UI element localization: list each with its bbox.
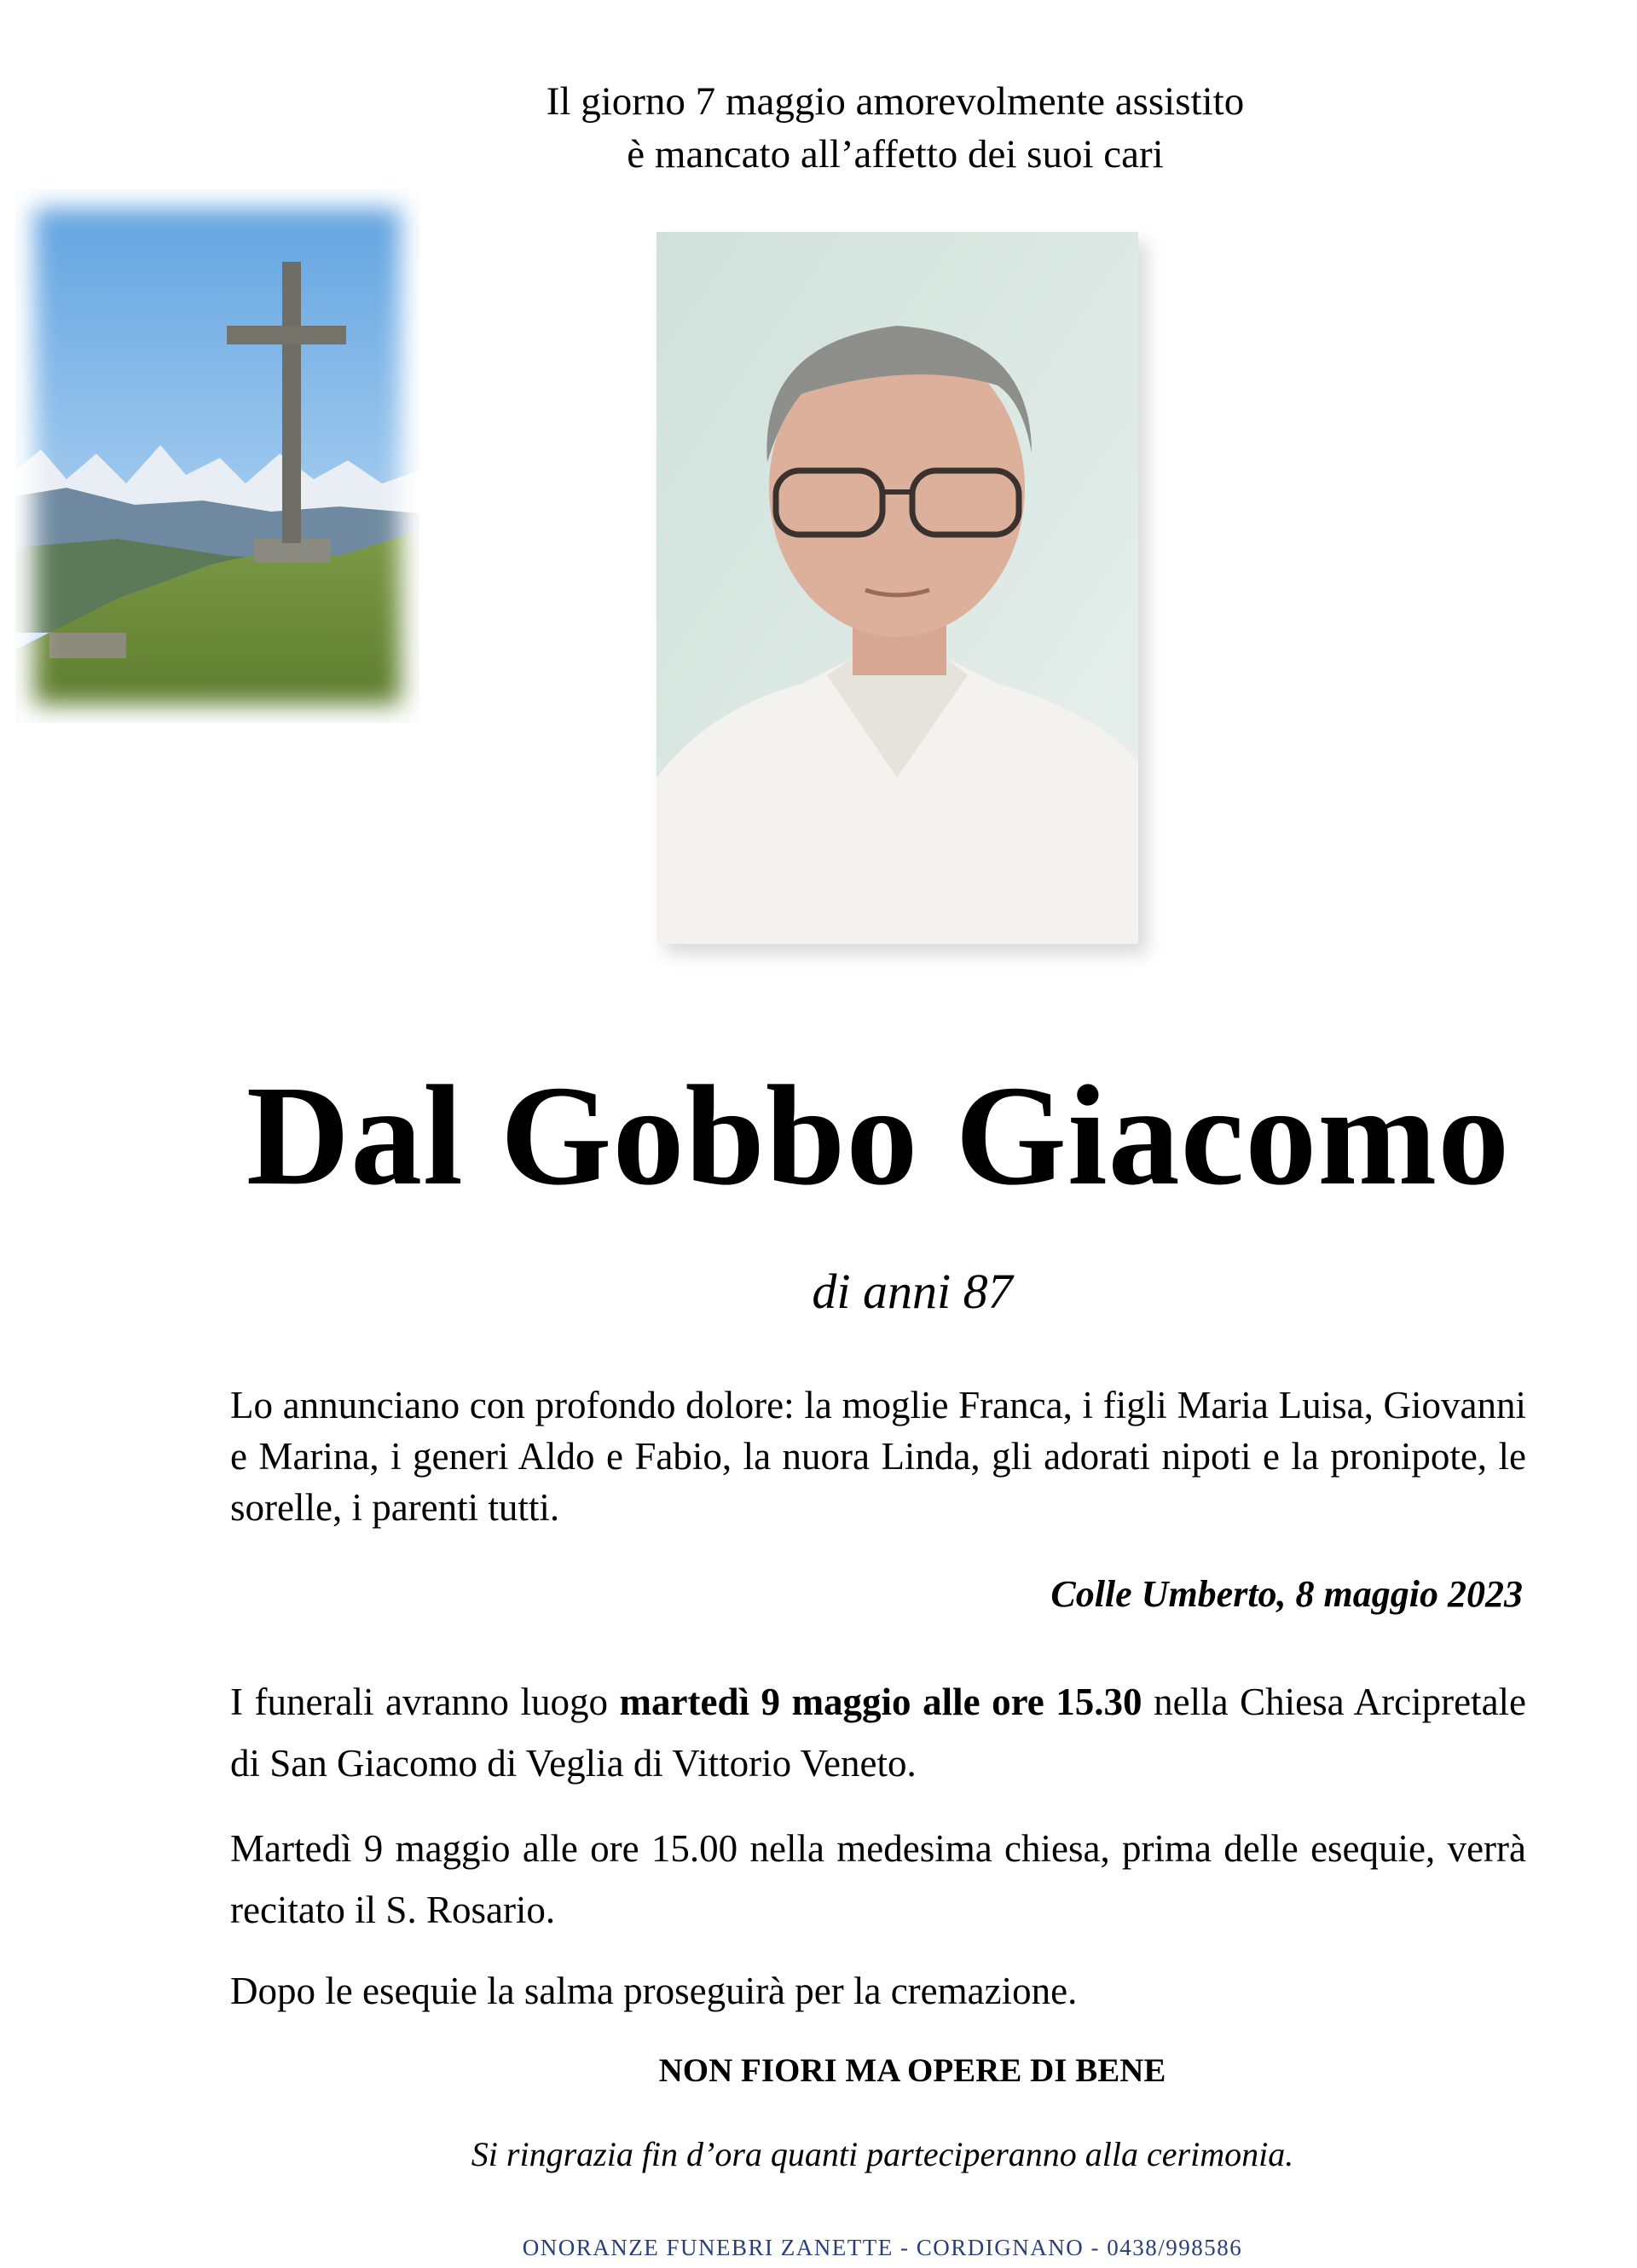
rosary-paragraph: Martedì 9 maggio alle ore 15.00 nella medesima chiesa, prima delle esequie, verrà recitato il S. Rosario. — [230, 1827, 1526, 1931]
place-date: Colle Umberto, 8 maggio 2023 — [1050, 1573, 1523, 1615]
no-flowers-note: NON FIORI MA OPERE DI BENE — [658, 2052, 1166, 2089]
deceased-portrait-photo — [657, 232, 1138, 944]
cremation-paragraph: Dopo le esequie la salma proseguirà per la cremazione. — [230, 1970, 1078, 2012]
age-line: di anni 87 — [812, 1264, 1013, 1319]
announcement-paragraph: Lo annunciano con profondo dolore: la moglie Franca, i figli Maria Luisa, Giovanni e Marina, i generi Aldo e Fabio, la nuora Linda, gli adorati nipoti e la pronipote, le sorelle, i parenti tutti. — [230, 1384, 1526, 1529]
funeral-date-time: martedì 9 maggio alle ore 15.30 — [619, 1681, 1142, 1723]
intro-line-2: è mancato all’affetto dei suoi cari — [627, 132, 1164, 176]
thanks-note: Si ringrazia fin d’ora quanti parteciperanno alla cerimonia. — [471, 2135, 1294, 2173]
funeral-paragraph — [230, 1671, 1526, 1794]
funeral-home-footer: ONORANZE FUNEBRI ZANETTE - CORDIGNANO - 0438/998586 — [522, 2235, 1243, 2260]
deceased-name: Dal Gobbo Giacomo — [246, 1056, 1511, 1215]
intro-text — [77, 75, 1637, 181]
intro-line-1: Il giorno 7 maggio amorevolmente assistito — [546, 79, 1245, 124]
funeral-prefix: I funerali avranno luogo — [230, 1681, 620, 1723]
mountain-cross-photo — [15, 189, 419, 723]
portrait-frame — [657, 232, 1138, 944]
funeral-suffix: nella Chiesa Arcipretale di San Giacomo di Veglia di Vittorio Veneto. — [230, 1681, 1527, 1785]
